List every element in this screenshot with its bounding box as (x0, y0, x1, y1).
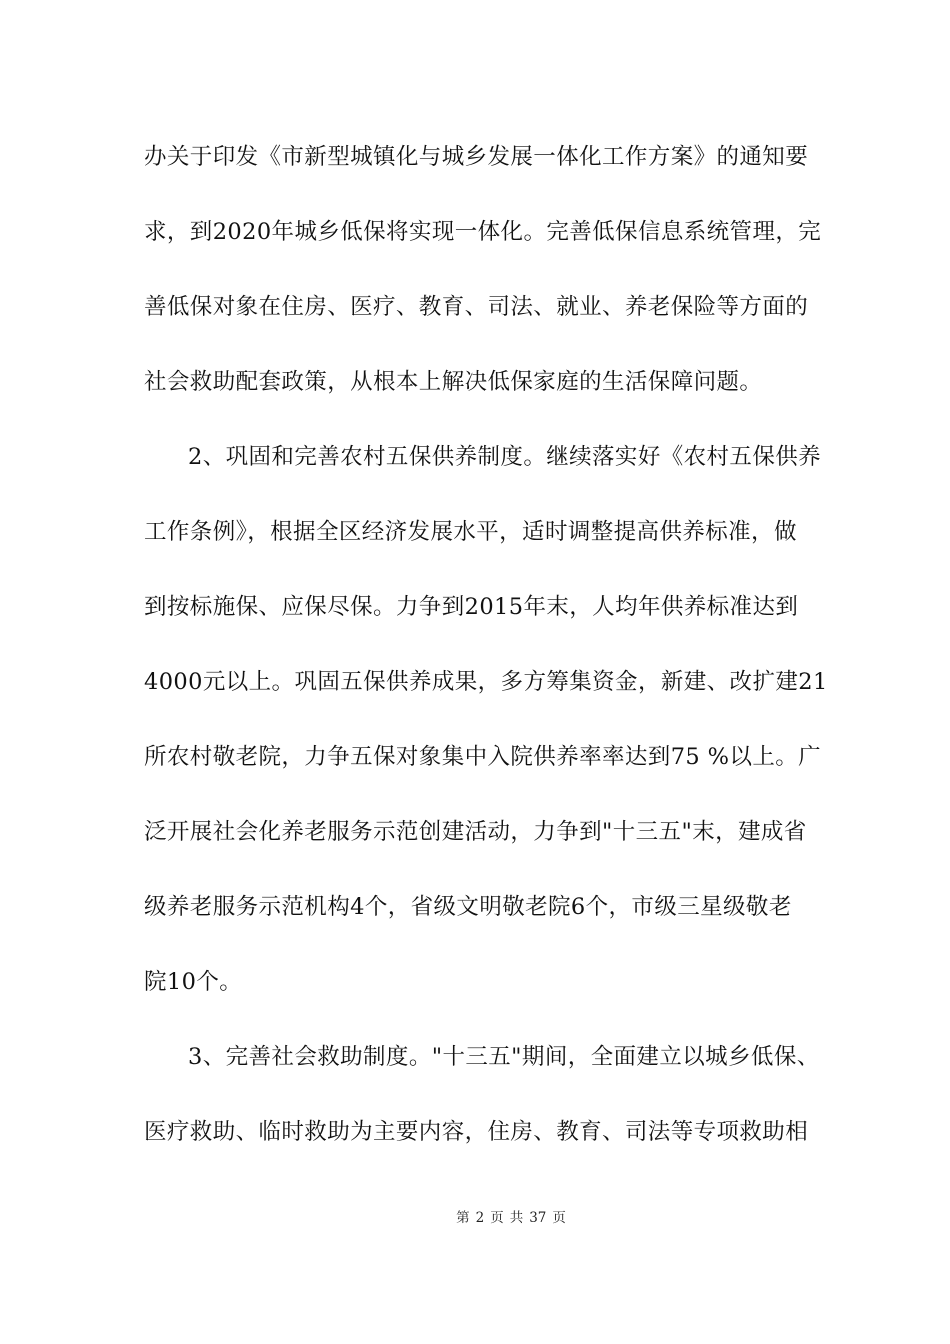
text-line: 级养老服务示范机构4个，省级文明敬老院6个，市级三星级敬老 (144, 894, 792, 920)
text-line: 社会救助配套政策，从根本上解决低保家庭的生活保障问题。 (144, 369, 763, 395)
text-line: 求，到2020年城乡低保将实现一体化。完善低保信息系统管理，完 (144, 219, 822, 245)
text-line: 医疗救助、临时救助为主要内容，住房、教育、司法等专项救助相 (144, 1119, 809, 1145)
footer-page-word: 页 (490, 1210, 504, 1226)
footer-total-pages: 37 (529, 1210, 547, 1226)
text-line: 所农村敬老院，力争五保对象集中入院供养率率达到75 %以上。广 (144, 744, 822, 770)
text-line: 到按标施保、应保尽保。力争到2015年末，人均年供养标准达到 (144, 594, 799, 620)
page-footer (0, 1208, 950, 1228)
text-line: 善低保对象在住房、医疗、教育、司法、就业、养老保险等方面的 (144, 294, 809, 320)
footer-page-suffix: 页 (552, 1210, 566, 1226)
text-line: 4000元以上。巩固五保供养成果，多方筹集资金，新建、改扩建21 (144, 669, 828, 695)
page-number (456, 1208, 566, 1228)
paragraph-start-line: 2、巩固和完善农村五保供养制度。继续落实好《农村五保供养 (188, 444, 822, 470)
text-line: 院10个。 (144, 969, 243, 995)
footer-current-page: 2 (475, 1210, 485, 1226)
footer-total-prefix: 共 (509, 1210, 524, 1226)
text-line: 工作条例》，根据全区经济发展水平，适时调整提高供养标准，做 (144, 519, 797, 545)
paragraph-start-line: 3、完善社会救助制度。"十三五"期间，全面建立以城乡低保、 (188, 1044, 820, 1070)
footer-page-prefix: 第 (456, 1210, 470, 1226)
body-text (144, 130, 828, 1180)
text-line: 泛开展社会化养老服务示范创建活动，力争到"十三五"末，建成省 (144, 819, 807, 845)
text-line: 办关于印发《市新型城镇化与城乡发展一体化工作方案》的通知要 (144, 144, 809, 170)
